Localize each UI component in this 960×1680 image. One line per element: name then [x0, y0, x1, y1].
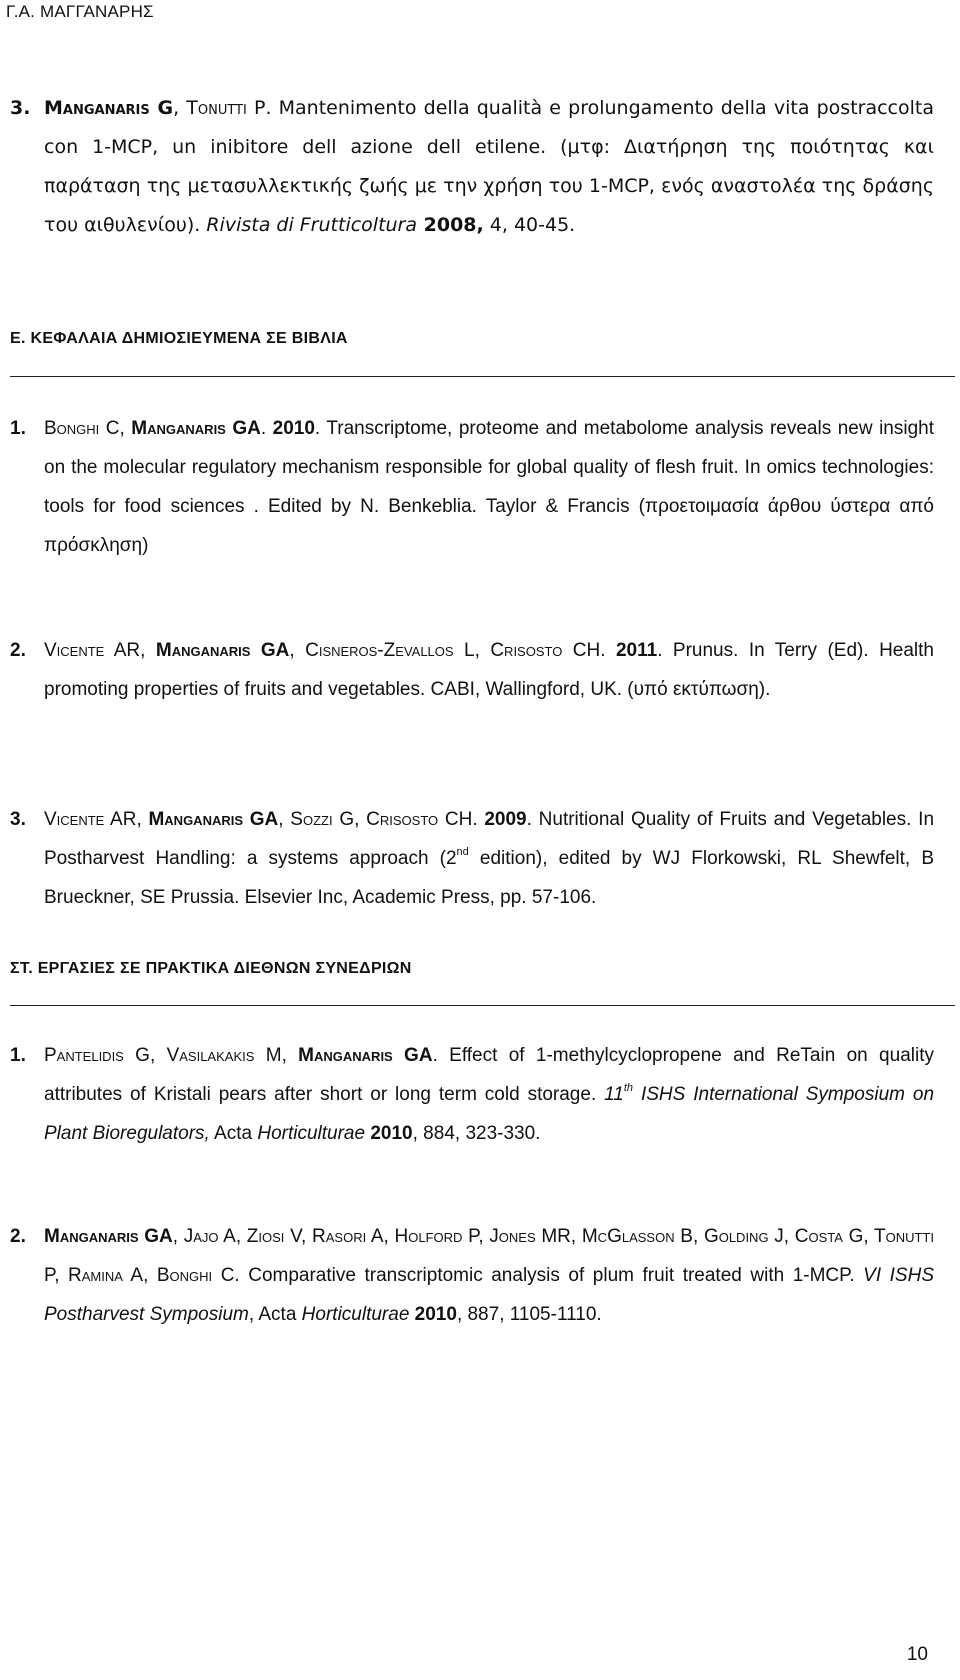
author: Tonutti P: [186, 97, 266, 119]
entry-number: 1.: [10, 1045, 26, 1066]
entry-text: edition), edited by WJ Florkowski, RL Shewfelt, B Brueckner, SE Prussia. Elsevier Inc, Academic Press, pp. 57-106.: [44, 848, 934, 908]
author: Crisosto CH: [490, 640, 601, 661]
year: 2009: [484, 809, 527, 830]
journal-name: Horticulturae: [257, 1123, 366, 1144]
author-lead: Manganaris GA: [44, 1226, 173, 1247]
entry-text: Acta: [209, 1123, 258, 1144]
author: Vicente AR: [44, 809, 137, 830]
year: 2008,: [417, 214, 484, 236]
pages: , 884, 323-330.: [412, 1123, 541, 1144]
separator: .: [600, 640, 616, 661]
author-lead: Manganaris GA: [148, 809, 279, 830]
journal-name: Horticulturae: [301, 1304, 410, 1325]
separator: ,: [281, 1045, 299, 1066]
section-divider: [10, 1005, 955, 1006]
reference-entry: [10, 89, 934, 245]
author-lead: Manganaris GA: [131, 418, 261, 439]
separator: ,: [354, 809, 367, 830]
author: Bonghi C: [44, 418, 120, 439]
reference-entry: [10, 1217, 934, 1334]
separator: ,: [140, 640, 156, 661]
separator: ,: [278, 809, 291, 830]
separator: ,: [149, 1045, 167, 1066]
author: Crisosto CH: [366, 809, 473, 830]
pages: 4, 40-45.: [483, 214, 576, 236]
entry-text: , Acta: [248, 1304, 302, 1325]
entry-number: 3.: [10, 809, 26, 830]
reference-entry: [10, 800, 934, 917]
reference-entry: [10, 1036, 934, 1153]
journal-name: Rivista di Frutticoltura: [206, 214, 418, 236]
entry-text: . In Postharvest Handling: a systems approach (2: [44, 809, 935, 869]
year: 2010: [272, 418, 315, 439]
entry-text: . Mantenimento della qualità e prolungamento della vita postraccolta con 1-MCP, un inibitore dell azione dell etilene. (μτφ: Διατήρηση της ποιότητας και παράταση της μετασυλλεκτικής ζωής με την χρήση του 1-MCP, ενός αναστολέα της δράσης του αιθυλενίου).: [44, 97, 934, 236]
year: 2011: [615, 640, 658, 661]
superscript: nd: [456, 846, 469, 858]
author: Vicente AR: [44, 640, 141, 661]
section-title-books: Ε. ΚΕΦΑΛΑΙΑ ΔΗΜΙΟΣΙΕΥΜΕΝΑ ΣΕ ΒΙΒΛΙΑ: [10, 330, 348, 347]
year: 2010: [365, 1123, 413, 1144]
chapter-title: . Nutritional Quality of Fruits and Vegetables: [526, 809, 907, 830]
author-list: , Jajo A, Ziosi V, Rasori A, Holford P, Jones MR, McGlasson B, Golding J, Costa G, Tonutti P, Ramina A, Bonghi C: [44, 1226, 934, 1286]
author-lead: Manganaris GA: [155, 640, 290, 661]
entry-text: . Transcriptome, proteome and metabolome analysis reveals new insight on the molecular regulatory mechanism responsible for global quality of flesh fruit. In omics technologies: tools for food sciences . Edited by N. Benkeblia. Taylor & Francis (προετοιμασία άρθου ύστερα από πρόσκληση): [44, 418, 934, 556]
symposium-name: ISHS International Symposium on Plant Bioregulators,: [44, 1084, 935, 1144]
separator: ,: [119, 418, 132, 439]
symposium-name: VI ISHS Postharvest Symposium: [44, 1265, 934, 1325]
running-header: Γ.Α. ΜΑΓΓΑΝΑΡΗΣ: [6, 2, 154, 21]
entry-number: 1.: [10, 418, 26, 439]
pages: , 887, 1105-1110.: [456, 1304, 602, 1325]
page-number: 10: [906, 1644, 928, 1665]
entry-body: [44, 1036, 934, 1153]
entry-body: [44, 631, 934, 709]
entry-text: . Effect of 1-methylcyclopropene and ReTain on quality attributes of Kristali pears after short or long term cold storage.: [44, 1045, 934, 1105]
entry-text: . Comparative transcriptomic analysis of plum fruit treated with 1-MCP.: [234, 1265, 864, 1286]
section-title-conferences: ΣΤ. ΕΡΓΑΣΙΕΣ ΣΕ ΠΡΑΚΤΙΚΑ ΔΙΕΘΝΩΝ ΣΥΝΕΔΡΙΩΝ: [10, 960, 412, 977]
separator: ,: [474, 640, 491, 661]
entry-number: 3.: [10, 97, 31, 119]
author-lead: Manganaris G: [44, 97, 174, 119]
separator: ,: [136, 809, 149, 830]
author-lead: Manganaris GA: [298, 1045, 433, 1066]
entry-body: [44, 89, 934, 245]
author: Vasilakakis M: [166, 1045, 282, 1066]
separator: ,: [173, 97, 187, 119]
reference-entry: [10, 409, 934, 565]
author: Cisneros-Zevallos L: [305, 640, 475, 661]
entry-body: [44, 1217, 934, 1334]
entry-body: [44, 409, 934, 565]
reference-entry: [10, 631, 934, 709]
year: 2010: [409, 1304, 457, 1325]
author: Pantelidis G: [44, 1045, 150, 1066]
entry-number: 2.: [10, 640, 26, 661]
separator: .: [260, 418, 273, 439]
entry-number: 2.: [10, 1226, 26, 1247]
author: Sozzi G: [290, 809, 355, 830]
separator: .: [472, 809, 485, 830]
section-divider: [10, 376, 955, 377]
separator: ,: [289, 640, 306, 661]
superscript: th: [623, 1082, 634, 1094]
entry-body: [44, 800, 934, 917]
edition-ordinal: 11: [604, 1084, 624, 1105]
entry-text: . Prunus. In Terry (Ed). Health promoting properties of fruits and vegetables. CABI, Wallingford, UK. (υπό εκτύπωση).: [44, 640, 934, 700]
